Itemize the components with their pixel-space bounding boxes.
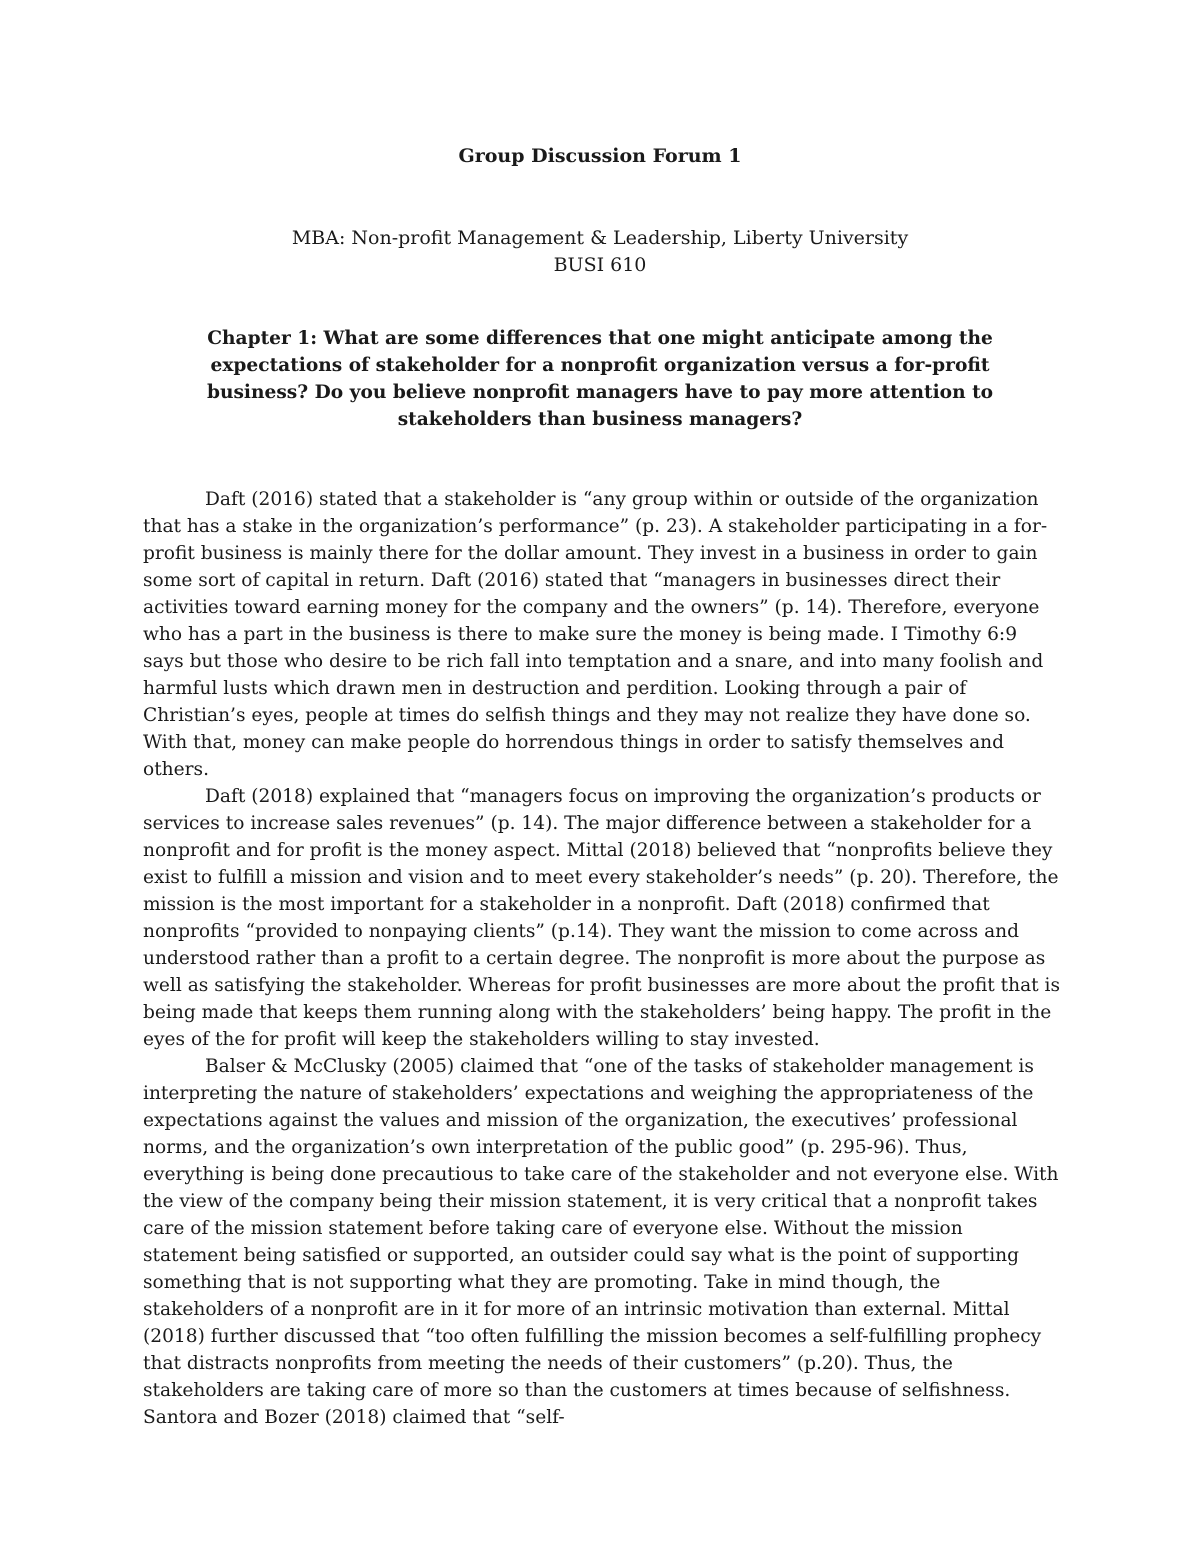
course-info [0, 225, 1200, 279]
body-paragraph-3: Balser & McClusky (2005) claimed that “one of the tasks of stakeholder management is interpreting the nature of stakeholders’ expectations and weighing the appropriateness of the expectations against the values and mission of the organization, the executives’ professional norms, and the organization’s own interpretation of the public good” (p. 295-96). Thus, everything is being done precautious to take care of the stakeholder and not everyone else. With the view of the company being their mission statement, it is very critical that a nonprofit takes care of the mission statement before taking care of everyone else. Without the mission statement being satisfied or supported, an outsider could say what is the point of supporting something that is not supporting what they are promoting. Take in mind though, the stakeholders of a nonprofit are in it for more of an intrinsic motivation than external. Mittal (2018) further discussed that “too often fulfilling the mission becomes a self-fulfilling prophecy that distracts nonprofits from meeting the needs of their customers” (p.20). Thus, the stakeholders are taking care of more so than the customers at times because of selfishness. Santora and Bozer (2018) claimed that “self- [143, 1056, 1059, 1428]
body-paragraph-2: Daft (2018) explained that “managers focus on improving the organization’s products or services to increase sales revenues” (p. 14). The major difference between a stakeholder for a nonprofit and for profit is the money aspect. Mittal (2018) believed that “nonprofits believe they exist to fulfill a mission and vision and to meet every stakeholder’s needs” (p. 20). Therefore, the mission is the most important for a stakeholder in a nonprofit. Daft (2018) confirmed that nonprofits “provided to nonpaying clients” (p.14). They want the mission to come across and understood rather than a profit to a certain degree. The nonprofit is more about the purpose as well as satisfying the stakeholder. Whereas for profit businesses are more about the profit that is being made that keeps them running along with the stakeholders’ being happy. The profit in the eyes of the for profit will keep the stakeholders willing to stay invested. [143, 786, 1061, 1050]
body-paragraph-1: Daft (2016) stated that a stakeholder is “any group within or outside of the organization that has a stake in the organization’s performance” (p. 23). A stakeholder participating in a for-profit business is mainly there for the dollar amount. They invest in a business in order to gain some sort of capital in return. Daft (2016) stated that “managers in businesses direct their activities toward earning money for the company and the owners” (p. 14). Therefore, everyone who has a part in the business is there to make sure the money is being made. I Timothy 6:9 says but those who desire to be rich fall into temptation and a snare, and into many foolish and harmful lusts which drawn men in destruction and perdition. Looking through a pair of Christian’s eyes, people at times do selfish things and they may not realize they have done so. With that, money can make people do horrendous things in order to satisfy themselves and others. [143, 489, 1048, 780]
document-body [143, 486, 1063, 1431]
discussion-question: Chapter 1: What are some differences that one might anticipate among the expectations of stakeholder for a nonprofit organization versus a for-profit business? Do you believe nonprofit managers have to pay more attention to stakeholders than business managers? [206, 328, 994, 430]
course-code: BUSI 610 [553, 254, 647, 276]
document-title: Group Discussion Forum 1 [458, 145, 742, 167]
program-line: MBA: Non-profit Management & Leadership, Liberty University [291, 227, 909, 249]
